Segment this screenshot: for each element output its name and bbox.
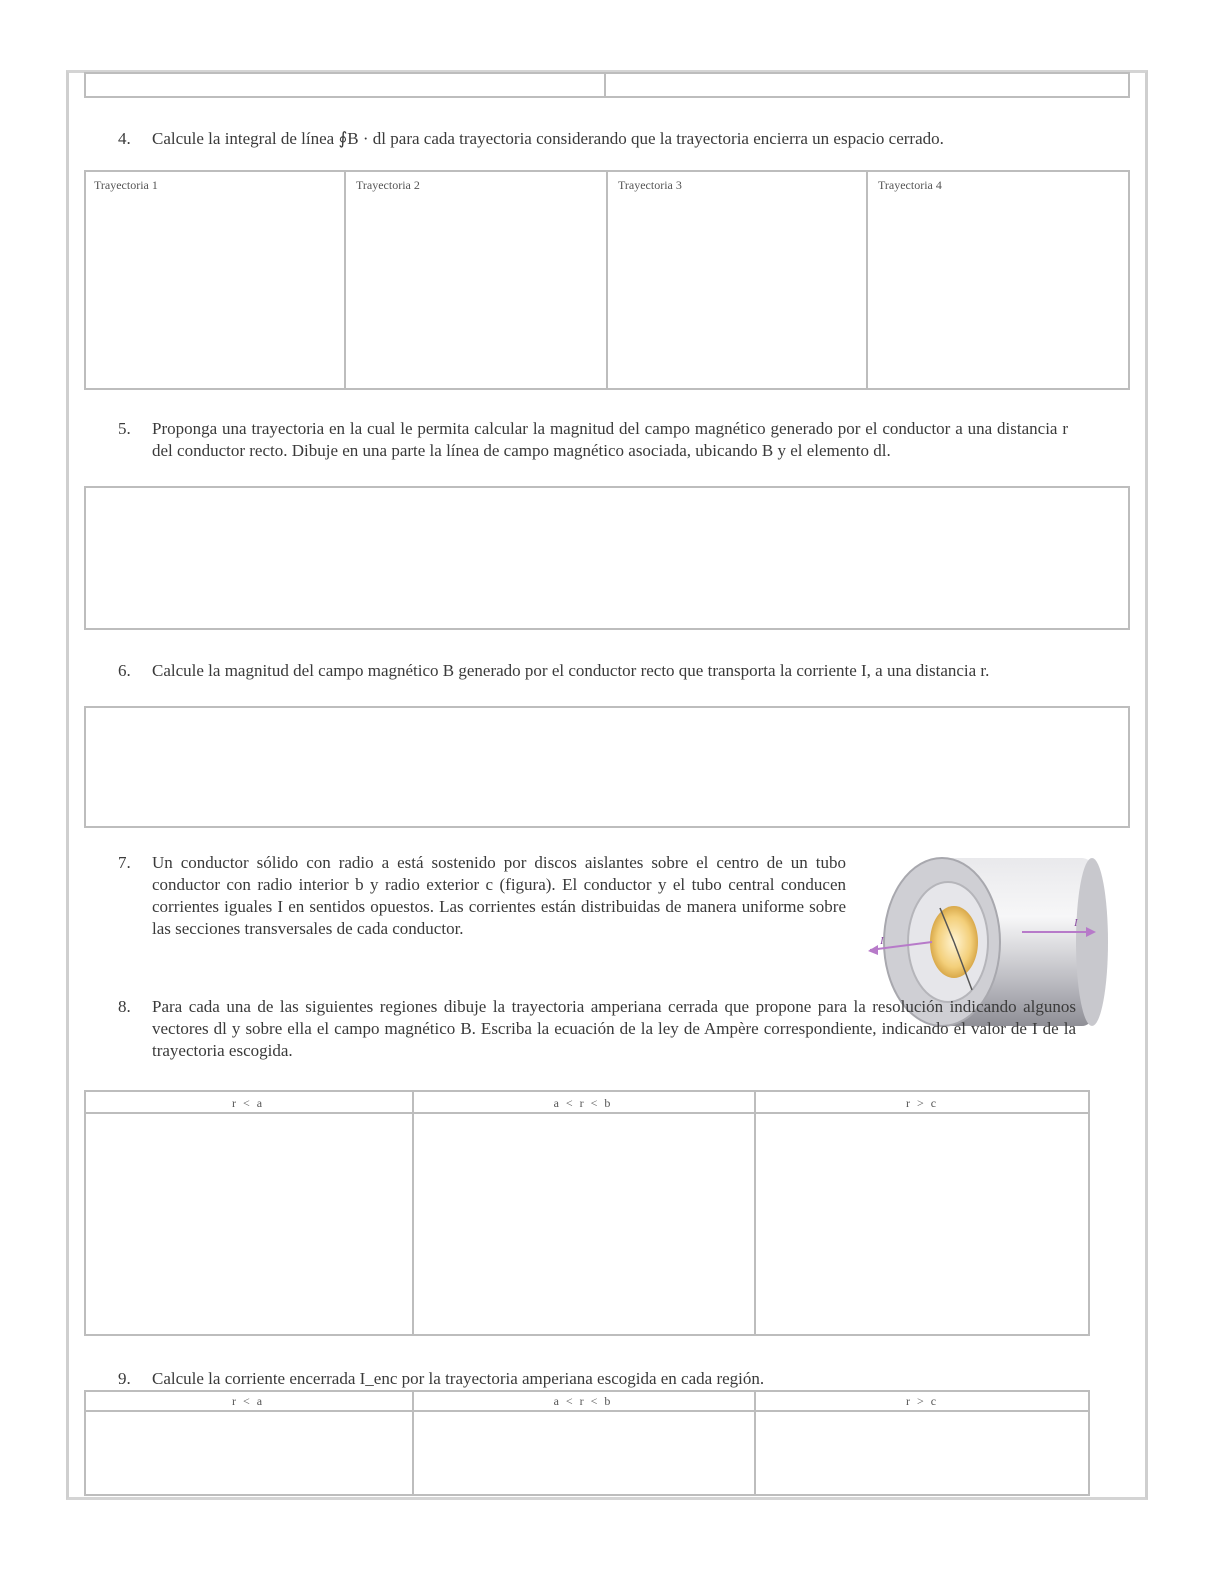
q8-header-2: a < r < b [553, 1096, 613, 1110]
q8-divider-2 [754, 1090, 756, 1336]
q4-divider-3 [866, 170, 868, 390]
question-number: 7. [118, 853, 131, 872]
q8-divider-1 [412, 1090, 414, 1336]
q9-header-2: a < r < b [553, 1394, 613, 1408]
question-number: 9. [118, 1369, 131, 1388]
question-number: 6. [118, 661, 131, 680]
q4-header-2: Trayectoria 2 [356, 178, 420, 192]
question-text: Calcule la integral de línea ∮B · dl para cada trayectoria considerando que la trayectoria encierra un espacio cerrado. [152, 129, 944, 148]
question-text: Para cada una de las siguientes regiones dibuje la trayectoria amperiana cerrada que propone para la resolución indicando algunos vectores dl y sobre ella el campo magnético B. Escriba la ecuación de la ley de Ampère correspondiente, indicando el valor de I de la trayectoria escogida. [152, 997, 1076, 1060]
q6-answer-box[interactable] [84, 706, 1130, 828]
q9-header-rule [84, 1410, 1090, 1412]
q8-answer-table[interactable] [84, 1090, 1090, 1336]
question-text: Un conductor sólido con radio a está sostenido por discos aislantes sobre el centro de un tubo conductor con radio interior b y radio exterior c (figura). El conductor y el tubo central conducen corrientes iguales I en sentidos opuestos. Las corrientes están distribuidas de manera uniforme sobre las secciones transversales de cada conductor. [152, 853, 846, 938]
current-label-right: I [1074, 917, 1078, 929]
current-label-left: I [880, 935, 884, 947]
question-number: 5. [118, 419, 131, 438]
question-number: 8. [118, 997, 131, 1016]
q4-header-4: Trayectoria 4 [878, 178, 942, 192]
q4-header-3: Trayectoria 3 [618, 178, 682, 192]
q5-answer-box[interactable] [84, 486, 1130, 630]
question-text: Proponga una trayectoria en la cual le permita calcular la magnitud del campo magnético generado por el conductor a una distancia r del conductor recto. Dibuje en una parte la línea de campo magnético asociada, ubicando B y el elemento dl. [152, 419, 1068, 460]
top-table-divider [604, 72, 606, 98]
q9-header-3: r > c [905, 1394, 939, 1408]
q8-header-rule [84, 1112, 1090, 1114]
top-table [84, 72, 1130, 98]
q4-divider-1 [344, 170, 346, 390]
q4-header-1: Trayectoria 1 [94, 178, 158, 192]
q4-divider-2 [606, 170, 608, 390]
question-number: 4. [118, 129, 131, 148]
q9-header-1: r < a [231, 1394, 265, 1408]
question-text: Calcule la corriente encerrada I_enc por la trayectoria amperiana escogida en cada región. [152, 1369, 765, 1388]
question-text: Calcule la magnitud del campo magnético B generado por el conductor recto que transporta la corriente I, a una distancia r. [152, 661, 990, 680]
q8-header-3: r > c [905, 1096, 939, 1110]
q8-header-1: r < a [231, 1096, 265, 1110]
